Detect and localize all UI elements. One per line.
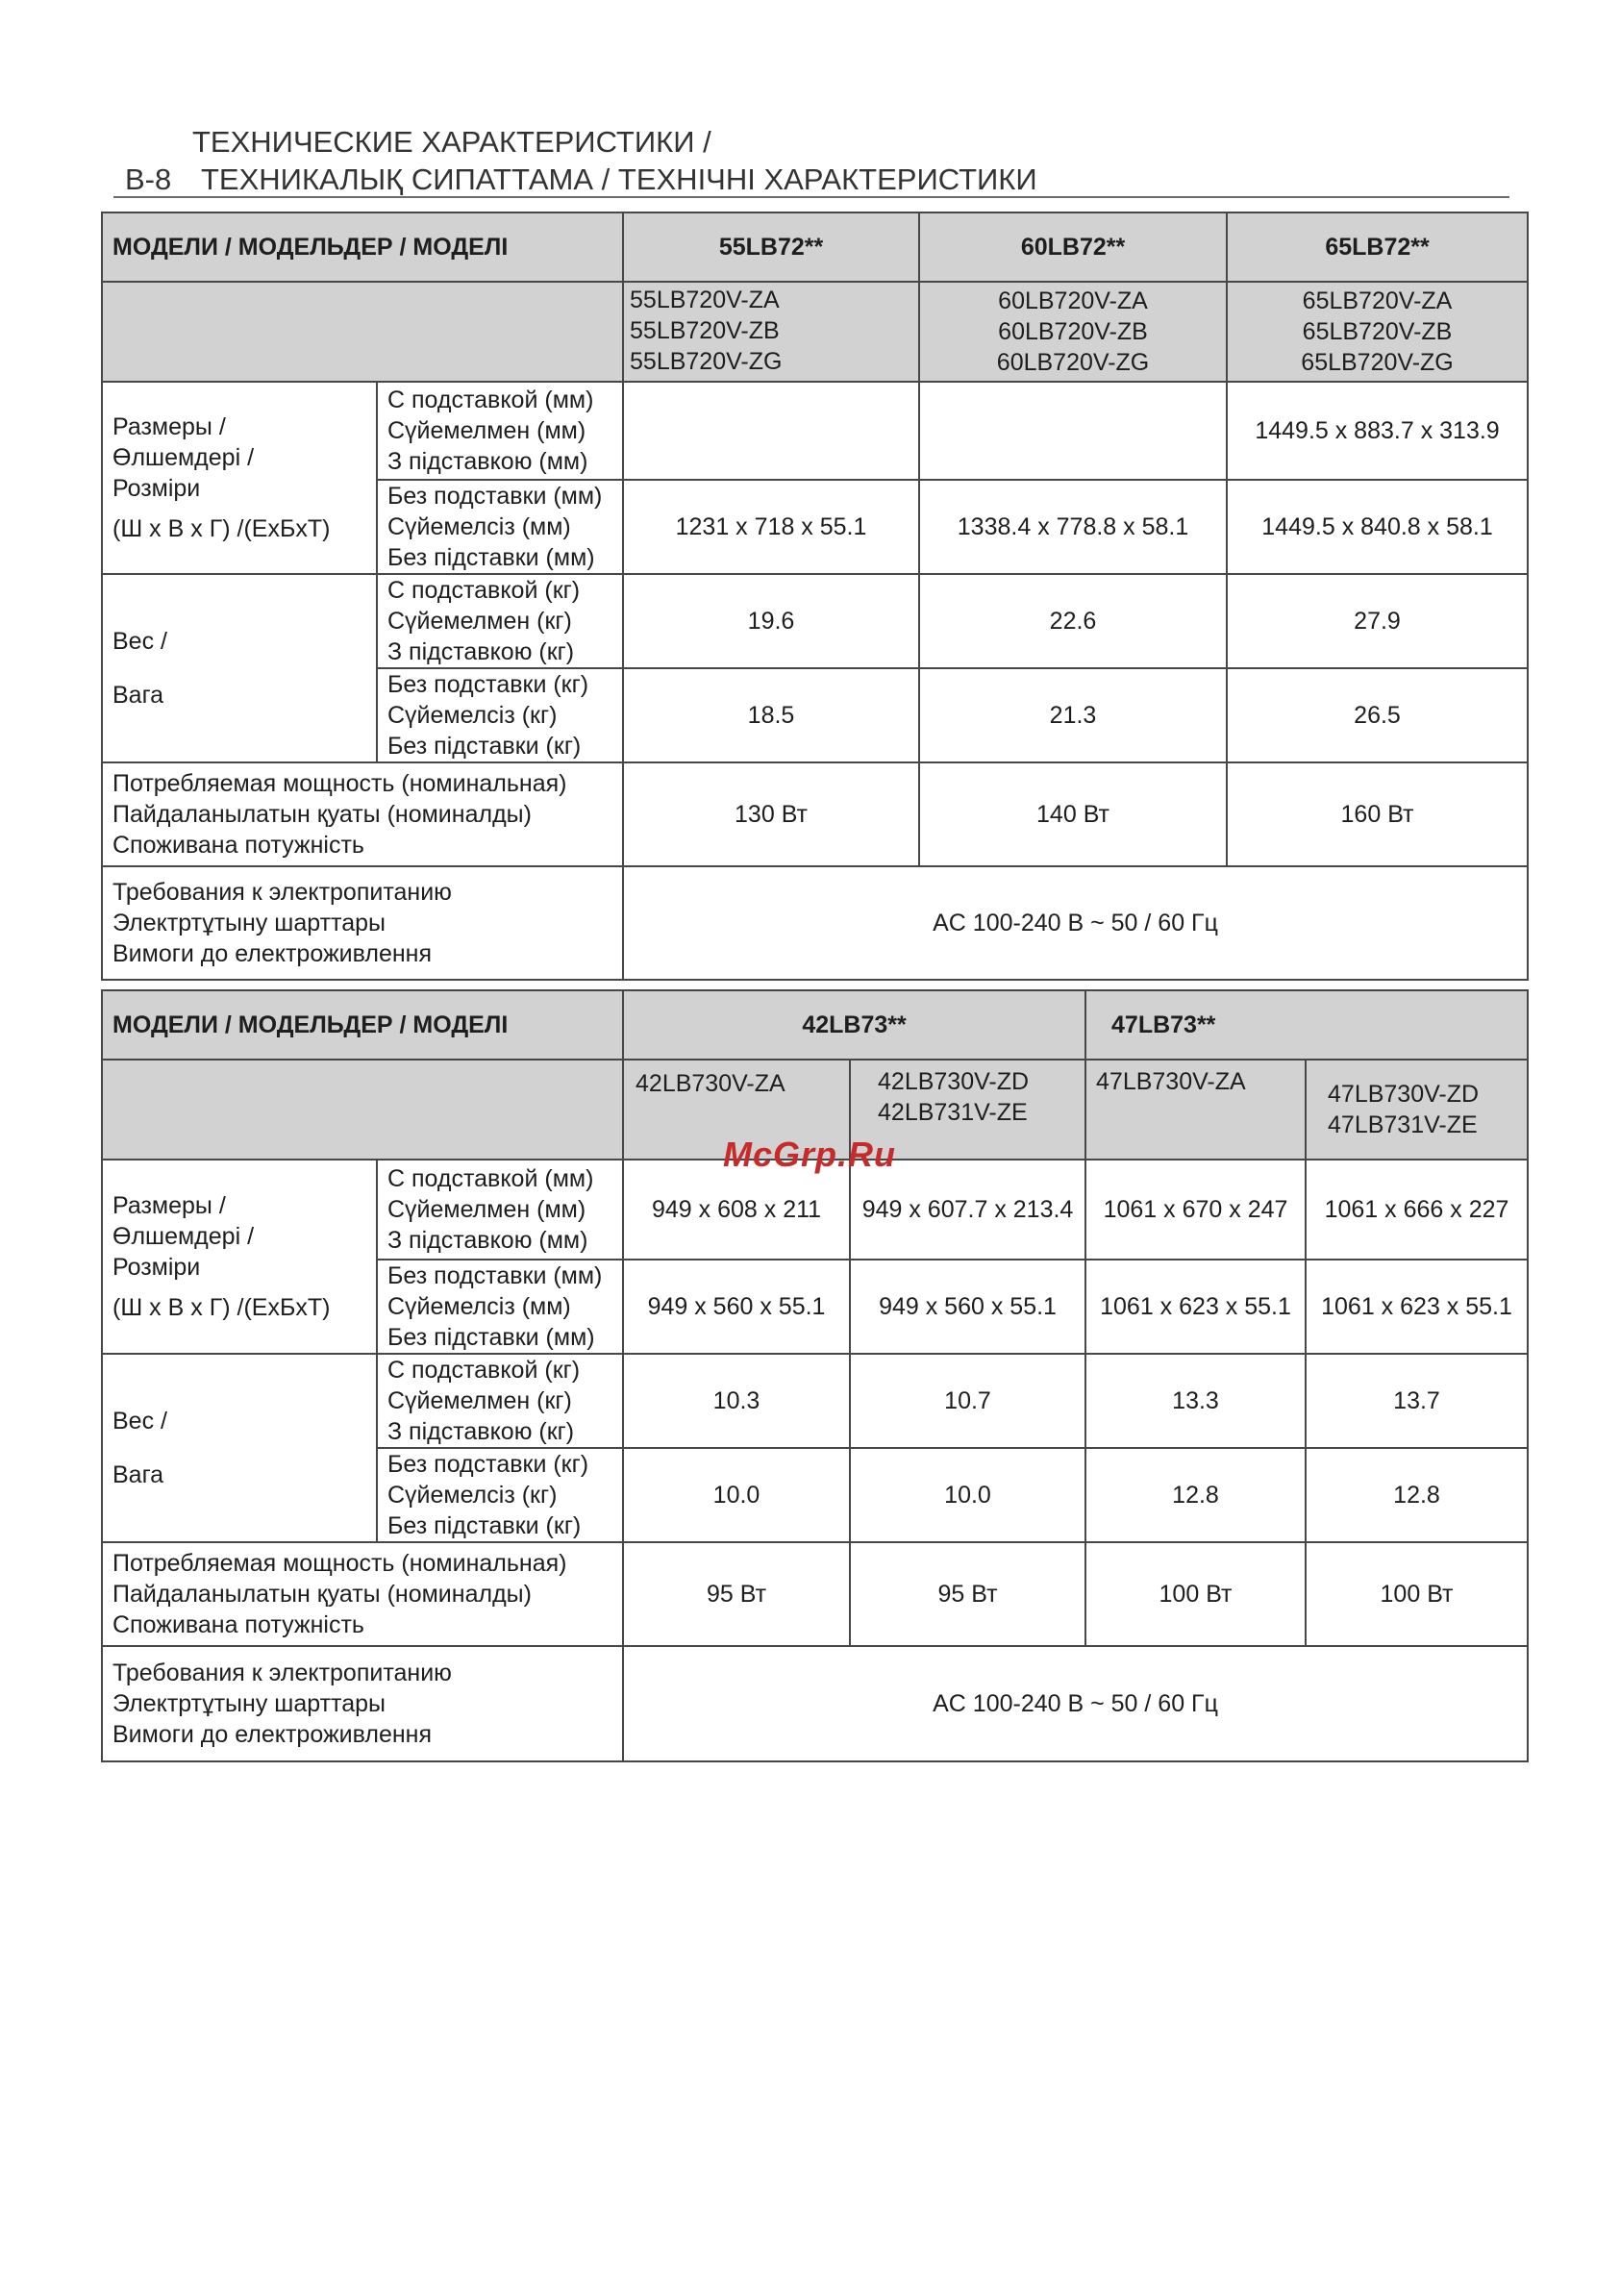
dim-with-stand-42-zd: 949 x 607.7 x 213.4: [850, 1160, 1085, 1260]
dim-without-stand-55: 1231 x 718 x 55.1: [623, 480, 919, 574]
series-65lb72: 65LB72**: [1227, 212, 1528, 282]
power-65: 160 Вт: [1227, 762, 1528, 866]
weight-with-stand-65: 27.9: [1227, 574, 1528, 668]
models-60lb72: 60LB720V-ZA 60LB720V-ZB 60LB720V-ZG: [919, 282, 1227, 382]
weight-label: Вес / Вага: [102, 574, 377, 762]
weight-without-stand-42-zd: 10.0: [850, 1448, 1085, 1542]
weight-with-stand-42-za: 10.3: [623, 1354, 850, 1448]
power-label: Потребляемая мощность (номинальная) Пайдаланылатын қуаты (номиналды) Споживана потужність: [102, 1542, 623, 1646]
series-60lb72: 60LB72**: [919, 212, 1227, 282]
dimensions-label: Размеры / Өлшемдері / Розміри (Ш х В х Г) /(ЕхБхТ): [102, 1160, 377, 1354]
power-55: 130 Вт: [623, 762, 919, 866]
without-stand-kg-label: Без подставки (кг) Сүйемелсіз (кг) Без підставки (кг): [377, 668, 623, 762]
with-stand-mm-label: С подставкой (мм) Сүйемелмен (мм) З підставкою (мм): [377, 1160, 623, 1260]
weight-without-stand-47-za: 12.8: [1085, 1448, 1306, 1542]
table-row: [102, 282, 1528, 382]
dim-with-stand-47-zd: 1061 x 666 x 227: [1306, 1160, 1528, 1260]
page-title-line-1: ТЕХНИЧЕСКИЕ ХАРАКТЕРИСТИКИ /: [192, 125, 711, 159]
dim-with-stand-47-za: 1061 x 670 x 247: [1085, 1160, 1306, 1260]
table-row: [102, 1354, 1528, 1448]
power-label: Потребляемая мощность (номинальная) Пайдаланылатын қуаты (номиналды) Споживана потужність: [102, 762, 623, 866]
power-47-za: 100 Вт: [1085, 1542, 1306, 1646]
dim-with-stand-65: 1449.5 x 883.7 x 313.9: [1227, 382, 1528, 480]
power-supply-label: Требования к электропитанию Электртұтыну шарттары Вимоги до електроживлення: [102, 1646, 623, 1761]
dimensions-label: Размеры / Өлшемдері / Розміри (Ш х В х Г) /(ЕхБхТ): [102, 382, 377, 574]
models-subheader-blank: [102, 282, 623, 382]
series-47lb73: 47LB73**: [1085, 990, 1528, 1060]
page-number: B-8: [125, 162, 172, 196]
page-title-line-2: ТЕХНИКАЛЫҚ СИПАТТАМА / ТЕХНІЧНІ ХАРАКТЕРИСТИКИ: [201, 162, 1037, 196]
weight-with-stand-42-zd: 10.7: [850, 1354, 1085, 1448]
table-row: [102, 866, 1528, 980]
table-row: [102, 382, 1528, 480]
without-stand-mm-label: Без подставки (мм) Сүйемелсіз (мм) Без підставки (мм): [377, 480, 623, 574]
power-47-zd: 100 Вт: [1306, 1542, 1528, 1646]
without-stand-mm-label: Без подставки (мм) Сүйемелсіз (мм) Без підставки (мм): [377, 1260, 623, 1354]
table-row: [102, 990, 1528, 1060]
models-55lb72: 55LB720V-ZA 55LB720V-ZB 55LB720V-ZG: [623, 282, 919, 382]
weight-without-stand-55: 18.5: [623, 668, 919, 762]
dim-without-stand-47-za: 1061 x 623 x 55.1: [1085, 1260, 1306, 1354]
series-55lb72: 55LB72**: [623, 212, 919, 282]
dim-with-stand-60: [919, 382, 1227, 480]
table-row: [102, 1646, 1528, 1761]
weight-with-stand-47-za: 13.3: [1085, 1354, 1306, 1448]
dim-without-stand-42-za: 949 x 560 x 55.1: [623, 1260, 850, 1354]
table-row: [102, 212, 1528, 282]
power-supply-value: AC 100-240 В ~ 50 / 60 Гц: [623, 1646, 1528, 1761]
power-supply-label: Требования к электропитанию Электртұтыну шарттары Вимоги до електроживлення: [102, 866, 623, 980]
dim-with-stand-42-za: 949 x 608 x 211: [623, 1160, 850, 1260]
dim-without-stand-65: 1449.5 x 840.8 x 58.1: [1227, 480, 1528, 574]
dim-without-stand-42-zd: 949 x 560 x 55.1: [850, 1260, 1085, 1354]
watermark-text: McGrp.Ru: [723, 1135, 897, 1174]
spec-table-lb72: [101, 212, 1529, 981]
weight-with-stand-60: 22.6: [919, 574, 1227, 668]
header-divider: [113, 196, 1509, 198]
weight-with-stand-55: 19.6: [623, 574, 919, 668]
weight-without-stand-47-zd: 12.8: [1306, 1448, 1528, 1542]
models-42lb730v-za: 42LB730V-ZA: [623, 1060, 850, 1160]
models-47lb730v-zd: 47LB730V-ZD 47LB731V-ZE: [1306, 1060, 1528, 1160]
spec-table-lb73: [101, 989, 1529, 1762]
models-47lb730v-za: 47LB730V-ZA: [1085, 1060, 1306, 1160]
power-42-za: 95 Вт: [623, 1542, 850, 1646]
dim-without-stand-47-zd: 1061 x 623 x 55.1: [1306, 1260, 1528, 1354]
models-subheader-blank: [102, 1060, 623, 1160]
with-stand-kg-label: С подставкой (кг) Сүйемелмен (кг) З підставкою (кг): [377, 574, 623, 668]
dim-with-stand-55: [623, 382, 919, 480]
models-65lb72: 65LB720V-ZA 65LB720V-ZB 65LB720V-ZG: [1227, 282, 1528, 382]
weight-with-stand-47-zd: 13.7: [1306, 1354, 1528, 1448]
weight-without-stand-60: 21.3: [919, 668, 1227, 762]
models-header-label: МОДЕЛИ / МОДЕЛЬДЕР / МОДЕЛІ: [102, 212, 623, 282]
models-header-label: МОДЕЛИ / МОДЕЛЬДЕР / МОДЕЛІ: [102, 990, 623, 1060]
dim-without-stand-60: 1338.4 x 778.8 x 58.1: [919, 480, 1227, 574]
with-stand-mm-label: С подставкой (мм) Сүйемелмен (мм) З підставкою (мм): [377, 382, 623, 480]
series-42lb73: 42LB73**: [623, 990, 1085, 1060]
without-stand-kg-label: Без подставки (кг) Сүйемелсіз (кг) Без підставки (кг): [377, 1448, 623, 1542]
weight-label: Вес / Вага: [102, 1354, 377, 1542]
power-supply-value: AC 100-240 В ~ 50 / 60 Гц: [623, 866, 1528, 980]
models-42lb730v-zd: 42LB730V-ZD 42LB731V-ZE: [850, 1060, 1085, 1160]
power-60: 140 Вт: [919, 762, 1227, 866]
table-row: [102, 574, 1528, 668]
power-42-zd: 95 Вт: [850, 1542, 1085, 1646]
with-stand-kg-label: С подставкой (кг) Сүйемелмен (кг) З підставкою (кг): [377, 1354, 623, 1448]
weight-without-stand-65: 26.5: [1227, 668, 1528, 762]
table-row: [102, 1542, 1528, 1646]
weight-without-stand-42-za: 10.0: [623, 1448, 850, 1542]
table-row: [102, 762, 1528, 866]
